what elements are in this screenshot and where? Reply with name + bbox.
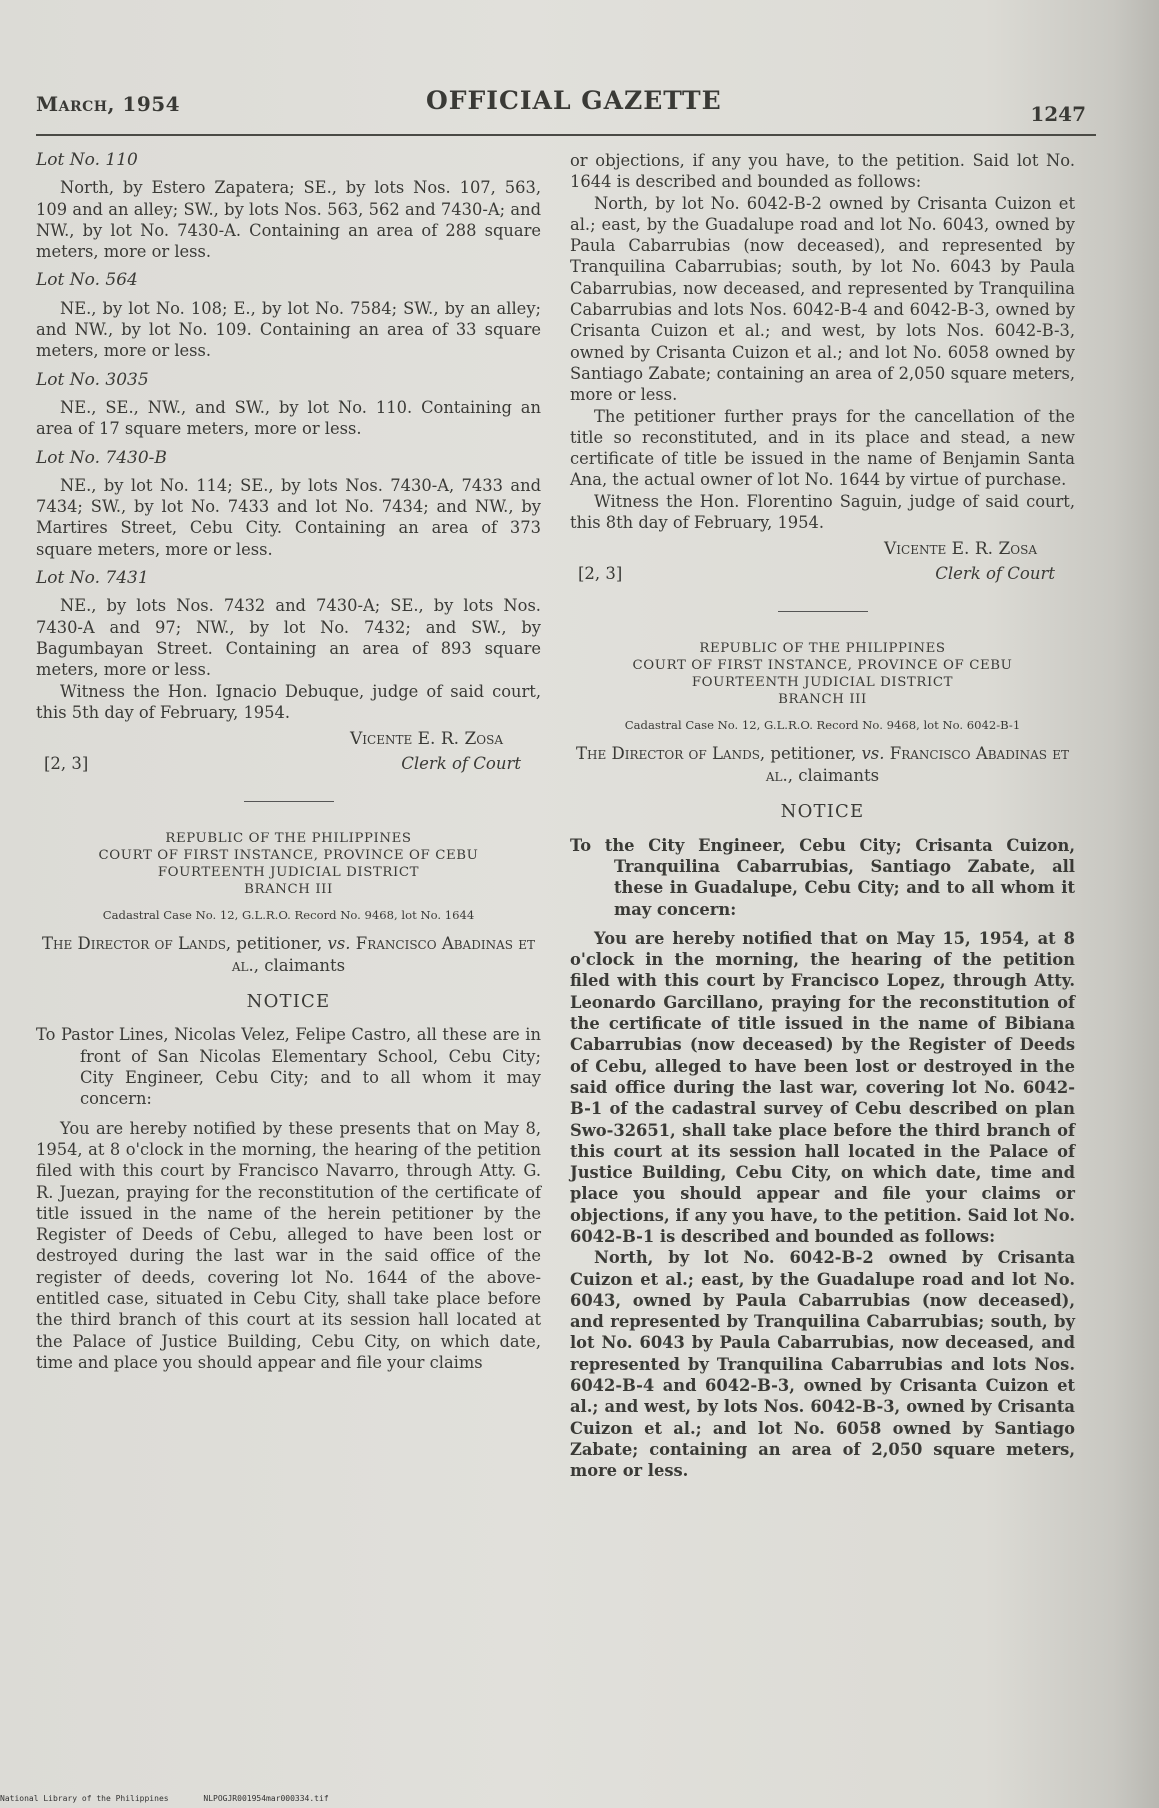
clerk-name: Vicente E. R. Zosa	[884, 539, 1037, 560]
witness-clause: Witness the Hon. Ignacio Debuque, judge of said court, this 5th day of February, 1954.	[36, 681, 541, 722]
library-credit: National Library of the Philippines	[0, 1794, 169, 1803]
section-divider	[778, 611, 868, 612]
notice-body: You are hereby notified that on May 15, 1954, at 8 o'clock in the morning, the hearing of the petition filed with this court by Francisco Lopez, through Atty. Leonardo Garcillano, praying for the reconstitution of the certificate of title issued in the name of Bibiana Cabarrubias (now deceased) by the Register of Deeds of Cebu, alleged to have been lost or destroyed in the said office during the last war, covering lot No. 6042-B-1 of the cadastral survey of Cebu described on plan Swo-32651, shall take place before the third branch of this court at its session hall located in the Palace of Justice Building, Cebu City, on which date, time and place you should appear and file your claims or objections, if any you have, to the petition. Said lot No. 6042-B-1 is described and bounded as follows:	[570, 928, 1075, 1246]
clerk-title: Clerk of Court	[401, 754, 521, 774]
court-heading: FOURTEENTH JUDICIAL DISTRICT	[691, 675, 954, 691]
issue-reference: [2, 3]	[44, 754, 89, 774]
lot-description: North, by Estero Zapatera; SE., by lots Nos. 107, 563, 109 and an alley; SW., by lots Nos. 563, 562 and 7430-A; and NW., by lot No. 7430-A. Containing an area of 288 square meters, more or less.	[36, 178, 541, 262]
court-heading: REPUBLIC OF THE PHILIPPINES	[165, 831, 412, 847]
lot-heading: Lot No. 7431	[36, 568, 149, 589]
notice-title: NOTICE	[780, 801, 865, 823]
claimant-name: Francisco Abadinas et al.,	[231, 934, 535, 976]
petitioner-role: petitioner,	[770, 744, 857, 764]
case-parties	[36, 933, 541, 977]
lot-bounds: North, by lot No. 6042-B-2 owned by Crisanta Cuizon et al.; east, by the Guadalupe road and lot No. 6043, owned by Paula Cabarrubias (now deceased), and represented by Tranquilina Cabarrubias; south, by lot No. 6043 by Paula Cabarrubias, now deceased, and represented by Tranquilina Cabarrubias and lots Nos. 6042-B-4 and 6042-B-3, owned by Crisanta Cuizon et al.; and west, by lots Nos. 6042-B-3, owned by Crisanta Cuizon et al.; and lot No. 6058 owned by Santiago Zabate; containing an area of 2,050 square meters, more or less.	[570, 1248, 1075, 1481]
court-heading: BRANCH III	[778, 692, 867, 708]
versus: vs.	[327, 934, 351, 954]
lot-heading: Lot No. 3035	[36, 369, 149, 390]
petitioner-name: The Director of Lands,	[576, 744, 766, 764]
issue-date: March, 1954	[36, 92, 181, 116]
signature-block	[36, 729, 541, 781]
running-head	[36, 82, 1086, 126]
notice-addressee: To the City Engineer, Cebu City; Crisanta Cuizon, Tranquilina Cabarrubias, Santiago Zabate, all these in Guadalupe, Cebu City; and to all whom it may concern:	[570, 835, 1075, 919]
notice-addressee: To Pastor Lines, Nicolas Velez, Felipe Castro, all these are in front of San Nicolas Elementary School, Cebu City; City Engineer, Cebu City; and to all whom it may concern:	[36, 1025, 541, 1109]
clerk-name: Vicente E. R. Zosa	[350, 729, 503, 750]
lot-heading: Lot No. 564	[36, 270, 138, 291]
versus: vs.	[861, 744, 885, 764]
notice-body-continued: or objections, if any you have, to the petition. Said lot No. 1644 is described and bounded as follows:	[570, 151, 1075, 192]
scan-filename: NLPOGJR001954mar000334.tif	[203, 1794, 329, 1803]
court-heading: REPUBLIC OF THE PHILIPPINES	[699, 641, 946, 657]
notice-title: NOTICE	[246, 991, 331, 1013]
lot-heading: Lot No. 7430-B	[36, 447, 167, 468]
lot-description: NE., by lot No. 108; E., by lot No. 7584; SW., by an alley; and NW., by lot No. 109. Containing an area of 33 square meters, more or less.	[36, 298, 541, 361]
scan-footer	[0, 1794, 329, 1803]
lot-description: NE., by lots Nos. 7432 and 7430-A; SE., by lots Nos. 7430-A and 97; NW., by lot No. 7432; and SW., by Bagumbayan Street. Containing an area of 893 square meters, more or less.	[36, 596, 541, 680]
petitioner-role: petitioner,	[236, 934, 323, 954]
claimant-role: claimants	[798, 766, 880, 786]
court-heading: COURT OF FIRST INSTANCE, PROVINCE OF CEBU	[632, 658, 1013, 674]
claimant-name: Francisco Abadinas et al.,	[765, 744, 1069, 786]
clerk-title: Clerk of Court	[935, 564, 1055, 584]
right-column	[570, 150, 1075, 1482]
court-heading: COURT OF FIRST INSTANCE, PROVINCE OF CEBU	[98, 848, 479, 864]
case-reference: Cadastral Case No. 12, G.L.R.O. Record No. 9468, lot No. 6042-B-1	[624, 718, 1021, 733]
publication-title: OFFICIAL GAZETTE	[426, 86, 722, 115]
left-column	[36, 150, 541, 1373]
court-heading: BRANCH III	[244, 882, 333, 898]
page-number: 1247	[1030, 102, 1086, 126]
issue-reference: [2, 3]	[578, 564, 623, 584]
petition-prayer: The petitioner further prays for the cancellation of the title so reconstituted, and in its place and stead, a new certificate of title be issued in the name of Benjamin Santa Ana, the actual owner of lot No. 1644 by virtue of purchase.	[570, 406, 1075, 490]
court-heading: FOURTEENTH JUDICIAL DISTRICT	[157, 865, 420, 881]
lot-description: NE., SE., NW., and SW., by lot No. 110. Containing an area of 17 square meters, more or less.	[36, 397, 541, 439]
case-parties	[570, 743, 1075, 787]
witness-clause: Witness the Hon. Florentino Saguin, judge of said court, this 8th day of February, 1954.	[570, 491, 1075, 533]
lot-description: NE., by lot No. 114; SE., by lots Nos. 7430-A, 7433 and 7434; SW., by lot No. 7433 and lot No. 7434; and NW., by Martires Street, Cebu City. Containing an area of 373 square meters, more or less.	[36, 475, 541, 559]
signature-block	[570, 539, 1075, 591]
petitioner-name: The Director of Lands,	[42, 934, 232, 954]
case-reference: Cadastral Case No. 12, G.L.R.O. Record No. 9468, lot No. 1644	[102, 908, 475, 923]
section-divider	[244, 801, 334, 802]
header-rule	[36, 134, 1096, 136]
lot-bounds: North, by lot No. 6042-B-2 owned by Crisanta Cuizon et al.; east, by the Guadalupe road and lot No. 6043, owned by Paula Cabarrubias (now deceased), and represented by Tranquilina Cabarrubias; south, by lot No. 6043 by Paula Cabarrubias, now deceased, and represented by Tranquilina Cabarrubias and lots Nos. 6042-B-4 and 6042-B-3, owned by Crisanta Cuizon et al.; and west, by lots Nos. 6042-B-3, owned by Crisanta Cuizon et al.; and lot No. 6058 owned by Santiago Zabate; containing an area of 2,050 square meters, more or less.	[570, 193, 1075, 405]
notice-body: You are hereby notified by these presents that on May 8, 1954, at 8 o'clock in the morning, the hearing of the petition filed with this court by Francisco Navarro, through Atty. G. R. Juezan, praying for the reconstitution of the certificate of title issued in the name of the herein petitioner by the Register of Deeds of Cebu, alleged to have been lost or destroyed during the last war in the said office of the register of deeds, covering lot No. 1644 of the above-entitled case, situated in Cebu City, shall take place before the third branch of this court at its session hall located at the Palace of Justice Building, Cebu City, on which date, time and place you should appear and file your claims	[36, 1118, 541, 1372]
lot-heading: Lot No. 110	[36, 150, 138, 170]
claimant-role: claimants	[264, 956, 346, 976]
